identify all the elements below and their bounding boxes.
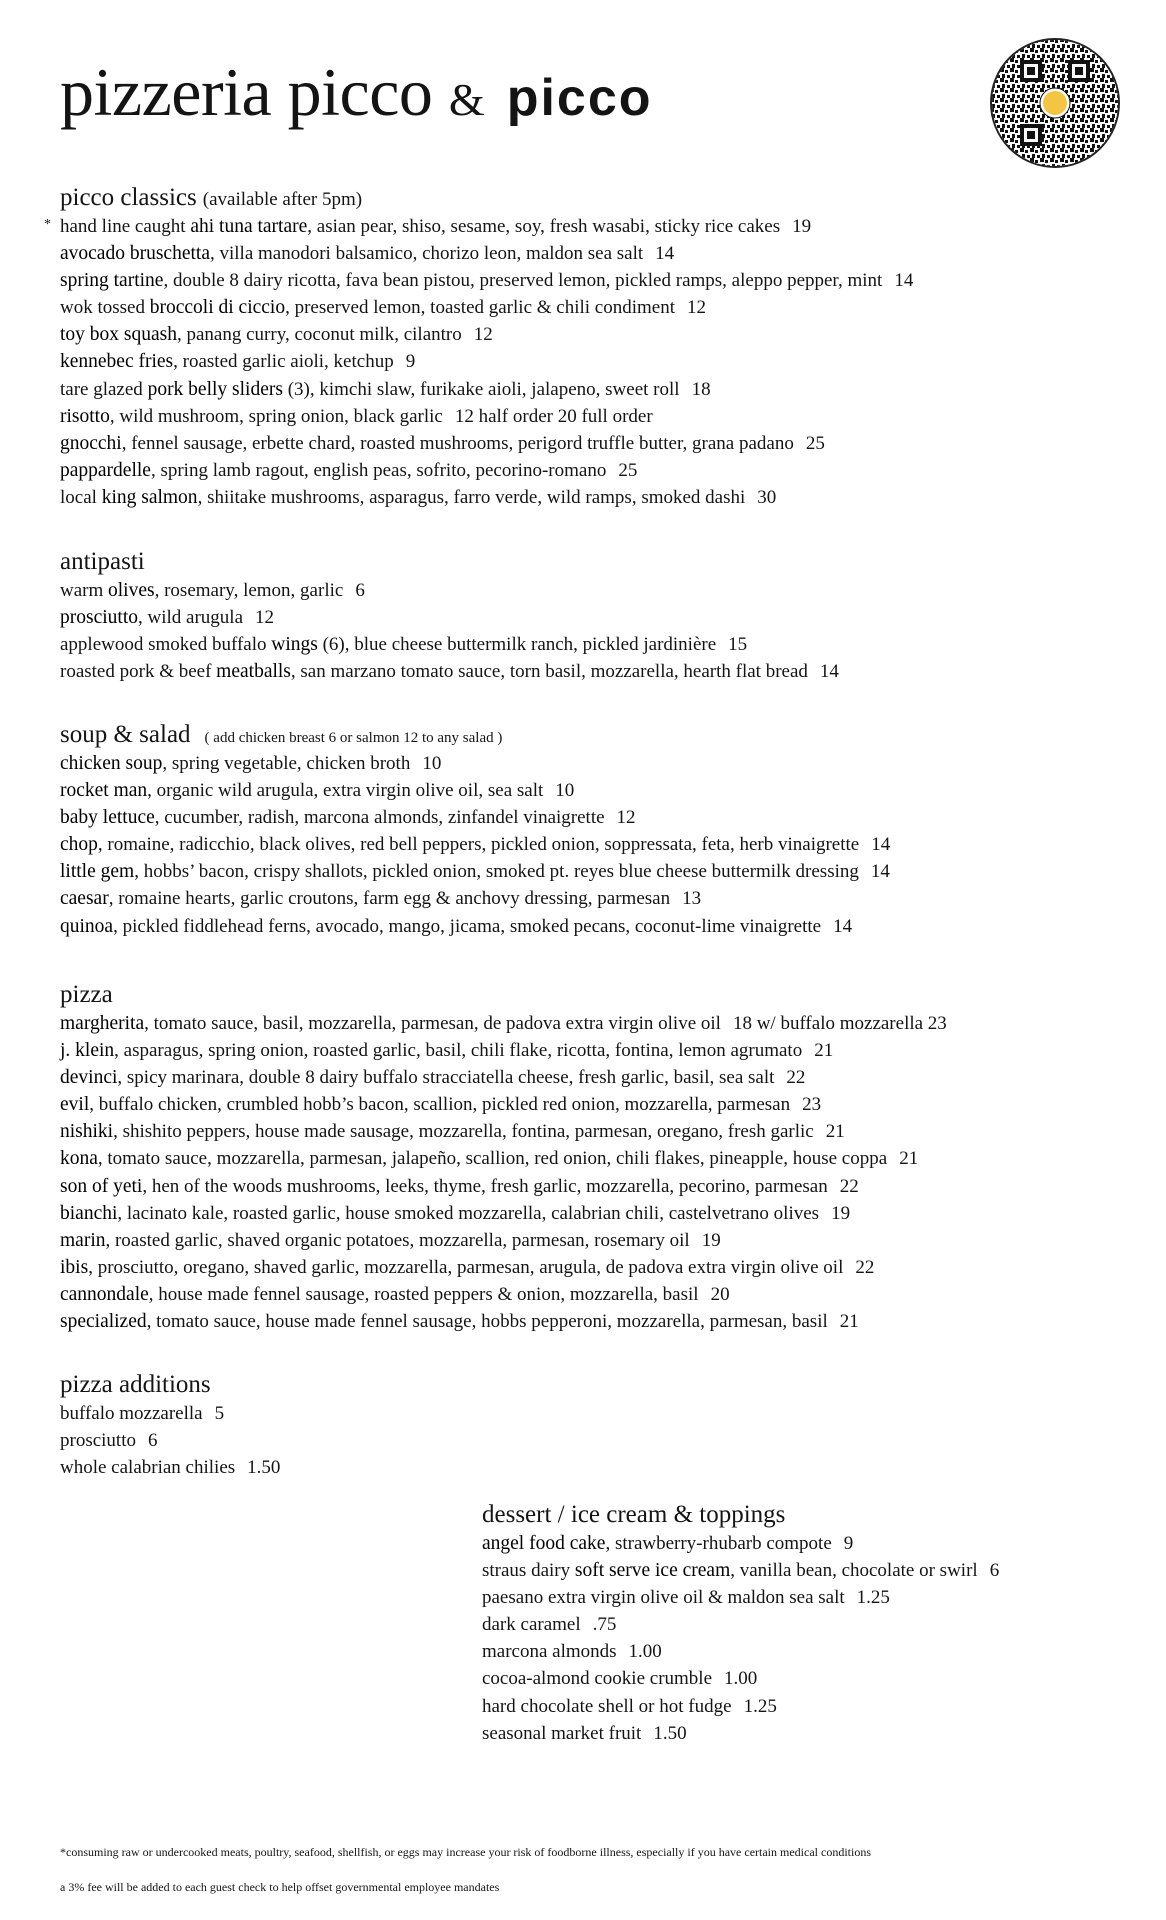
item-description: , villa manodori balsamico, chorizo leon, maldon sea salt (209, 243, 644, 265)
item-name: ibis (60, 1256, 89, 1278)
item-description: , wild mushroom, spring onion, black garlic (109, 405, 443, 427)
item-name: baby lettuce (60, 807, 155, 829)
item-price: 1.00 (628, 1641, 662, 1663)
menu-item (60, 1400, 1146, 1427)
item-prefix: paesano extra virgin olive oil & maldon sea salt (482, 1587, 845, 1609)
item-name: devinci (60, 1067, 118, 1089)
item-description: , spicy marinara, double 8 dairy buffalo stracciatella cheese, fresh garlic, basil, sea salt (117, 1067, 775, 1089)
item-name: evil (60, 1094, 90, 1116)
item-name: chicken soup (60, 753, 163, 774)
section-heading (60, 547, 1146, 577)
item-name: pappardelle (60, 459, 151, 481)
menu-item (60, 1200, 1146, 1227)
picco-logo: picco (506, 69, 653, 127)
item-price: 10 (555, 780, 575, 802)
item-description: , prosciutto, oregano, shaved garlic, mozzarella, parmesan, arugula, de padova extra virgin olive oil (88, 1256, 844, 1278)
item-price: 21 (814, 1040, 834, 1062)
menu-item (60, 403, 1146, 430)
menu-item (60, 321, 1146, 348)
item-price: .75 (592, 1614, 617, 1636)
item-prefix: buffalo mozzarella (60, 1403, 203, 1424)
item-price: 1.50 (653, 1722, 687, 1744)
menu-item (60, 750, 1146, 777)
item-description: , asian pear, shiso, sesame, soy, fresh wasabi, sticky rice cakes (307, 216, 781, 237)
item-description: , tomato sauce, house made fennel sausage, hobbs pepperoni, mozzarella, parmesan, basil (146, 1311, 828, 1333)
item-prefix: hand line caught (60, 216, 191, 237)
item-name: nishiki (60, 1121, 114, 1143)
item-price: 12 (255, 607, 275, 629)
item-price: 19 (701, 1229, 721, 1251)
item-price: 22 (786, 1067, 806, 1089)
item-price: 14 (870, 861, 890, 883)
section-antipasti (60, 547, 1146, 685)
menu-item (60, 1308, 1146, 1335)
item-description: , organic wild arugula, extra virgin olive oil, sea salt (147, 780, 544, 802)
item-name: gnocchi (60, 432, 122, 454)
item-price: 19 (831, 1202, 851, 1224)
section-heading (60, 1370, 1146, 1400)
menu-item (60, 858, 1146, 885)
item-prefix: cocoa-almond cookie crumble (482, 1668, 713, 1690)
item-description: , spring lamb ragout, english peas, sofrito, pecorino-romano (150, 459, 607, 481)
raw-food-warning: *consuming raw or undercooked meats, poultry, seafood, shellfish, or eggs may increase your risk of foodborne illness, especially if you have certain medical conditions (60, 1845, 871, 1859)
item-price: 9 (405, 351, 416, 373)
item-price: 30 (757, 486, 777, 508)
item-description: , tomato sauce, basil, mozzarella, parmesan, de padova extra virgin olive oil (144, 1013, 721, 1034)
menu-item (60, 240, 1146, 267)
menu-item (60, 1010, 1146, 1037)
item-description: , pickled fiddlehead ferns, avocado, mango, jicama, smoked pecans, coconut-lime vinaigrette (113, 915, 822, 937)
menu-item (60, 604, 1146, 631)
menu-item (60, 831, 1146, 858)
item-price: 1.00 (724, 1668, 758, 1690)
item-name: margherita (60, 1013, 145, 1034)
item-name: bianchi (60, 1202, 118, 1224)
item-name: spring tartine (60, 270, 164, 292)
section-pizza-additions (60, 1370, 1146, 1481)
section-heading (60, 980, 1146, 1010)
item-prefix: wok tossed (60, 297, 150, 319)
item-prefix: straus dairy (482, 1560, 575, 1582)
item-price: 18 w/ buffalo mozzarella 23 (732, 1013, 947, 1034)
menu-item (60, 1173, 1146, 1200)
item-price: 6 (148, 1430, 158, 1452)
menu-item (60, 1145, 1146, 1172)
item-price: 18 (691, 378, 711, 400)
section-note: ( add chicken breast 6 or salmon 12 to any salad ) (204, 730, 503, 746)
item-description: , romaine, radicchio, black olives, red bell peppers, pickled onion, soppressata, feta, herb vinaigrette (97, 834, 860, 856)
item-name: wings (271, 634, 318, 656)
menu-item (60, 1427, 1146, 1454)
menu-item (482, 1611, 1146, 1638)
menu-item (60, 913, 1146, 940)
item-name: kennebec fries (60, 351, 174, 373)
item-description: , wild arugula (138, 607, 244, 629)
item-price: 13 (682, 888, 702, 910)
item-description: , rosemary, lemon, garlic (154, 580, 344, 601)
item-prefix: seasonal market fruit (482, 1722, 642, 1744)
menu-item (482, 1693, 1146, 1720)
item-price: 12 (687, 297, 707, 319)
item-price: 19 (792, 216, 812, 237)
item-price: 12 half order 20 full order (454, 405, 653, 427)
item-description: , shiitake mushrooms, asparagus, farro verde, wild ramps, smoked dashi (197, 486, 746, 508)
menu-item (60, 885, 1146, 912)
menu-item (60, 1091, 1146, 1118)
item-prefix: local (60, 486, 102, 508)
menu-item (60, 804, 1146, 831)
item-prefix: marcona almonds (482, 1641, 617, 1663)
item-description: , tomato sauce, mozzarella, parmesan, jalapeño, scallion, red onion, chili flakes, pineapple, house coppa (97, 1148, 888, 1170)
item-price: 9 (843, 1533, 854, 1554)
item-name: angel food cake (482, 1533, 606, 1554)
menu-item (60, 1454, 1146, 1481)
title-main: pizzeria picco (60, 54, 433, 130)
item-description: , house made fennel sausage, roasted peppers & onion, mozzarella, basil (148, 1283, 699, 1305)
title-ampersand: & (448, 74, 485, 125)
section-dessert (482, 1500, 1146, 1747)
item-name: marin (60, 1229, 106, 1251)
section-heading (60, 720, 1146, 750)
menu-item (60, 577, 1146, 604)
restaurant-title (60, 54, 653, 130)
section-title: picco classics (60, 184, 197, 211)
menu-item (60, 376, 1146, 403)
item-prefix: roasted pork & beef (60, 661, 217, 683)
section-title: pizza additions (60, 1371, 211, 1398)
section-heading (60, 183, 1146, 213)
item-name: quinoa (60, 915, 114, 937)
menu-item (60, 267, 1146, 294)
item-description: , double 8 dairy ricotta, fava bean pistou, preserved lemon, pickled ramps, aleppo pepper, mint (163, 270, 883, 292)
item-prefix: applewood smoked buffalo (60, 634, 272, 656)
item-prefix: whole calabrian chilies (60, 1457, 236, 1479)
item-description: , buffalo chicken, crumbled hobb’s bacon, scallion, pickled red onion, mozzarella, parmesan (89, 1094, 791, 1116)
menu-item (60, 1037, 1146, 1064)
item-price: 6 (989, 1560, 1000, 1582)
item-price: 1.25 (856, 1587, 890, 1609)
item-description: , spring vegetable, chicken broth (162, 753, 411, 774)
item-price: 25 (805, 432, 825, 454)
item-prefix: dark caramel (482, 1614, 581, 1636)
item-price: 14 (871, 834, 891, 856)
item-description: , hobbs’ bacon, crispy shallots, pickled onion, smoked pt. reyes blue cheese buttermilk dressing (134, 861, 859, 883)
section-picco-classics (44, 183, 1146, 511)
item-name: soft serve ice cream (574, 1560, 731, 1582)
item-price: 21 (825, 1121, 845, 1143)
item-name: pork belly sliders (147, 378, 283, 400)
item-name: risotto (60, 405, 110, 427)
item-name: little gem (60, 861, 135, 883)
item-price: 14 (819, 661, 839, 683)
menu-item (482, 1557, 1146, 1584)
item-price: 5 (214, 1403, 225, 1424)
item-description: , vanilla bean, chocolate or swirl (730, 1560, 978, 1582)
section-pizza (60, 980, 1146, 1335)
item-description: , fennel sausage, erbette chard, roasted mushrooms, perigord truffle butter, grana padano (121, 432, 794, 454)
item-name: chop (60, 834, 98, 856)
item-price: 15 (728, 634, 748, 656)
section-title: antipasti (60, 548, 145, 575)
item-name: cannondale (60, 1283, 149, 1305)
item-name: meatballs (216, 661, 291, 683)
item-description: (6), blue cheese buttermilk ranch, pickled jardinière (317, 634, 717, 656)
section-title: pizza (60, 981, 113, 1008)
menu-item (482, 1638, 1146, 1665)
item-prefix: prosciutto (60, 1430, 136, 1452)
menu-item (60, 1064, 1146, 1091)
item-price: 21 (899, 1148, 919, 1170)
item-name: toy box squash (60, 324, 177, 346)
item-name: specialized (60, 1311, 147, 1333)
menu-item (60, 484, 1146, 511)
section-note: (available after 5pm) (202, 189, 363, 210)
menu-item (44, 213, 1146, 240)
item-description: , shishito peppers, house made sausage, mozzarella, fontina, parmesan, oregano, fresh garlic (113, 1121, 814, 1143)
item-price: 21 (839, 1311, 859, 1333)
menu-item (60, 1281, 1146, 1308)
item-description: , strawberry-rhubarb compote (605, 1533, 832, 1554)
section-title: dessert / ice cream & toppings (482, 1501, 786, 1528)
menu-item (60, 1227, 1146, 1254)
item-description: , panang curry, coconut milk, cilantro (177, 324, 462, 346)
item-price: 1.25 (743, 1695, 777, 1717)
raw-food-asterisk: * (44, 217, 51, 232)
menu-item (60, 1118, 1146, 1145)
menu-item (482, 1584, 1146, 1611)
item-price: 14 (655, 243, 675, 265)
item-name: avocado bruschetta (60, 243, 210, 265)
item-name: kona (60, 1148, 98, 1170)
item-name: broccoli di ciccio (149, 297, 286, 319)
item-price: 25 (618, 459, 638, 481)
item-description: , san marzano tomato sauce, torn basil, mozzarella, hearth flat bread (290, 661, 808, 683)
item-name: ahi tuna tartare (190, 216, 308, 237)
menu-item (60, 777, 1146, 804)
fee-notice: a 3% fee will be added to each guest check to help offset governmental employee mandates (60, 1880, 500, 1894)
item-prefix: warm (60, 580, 109, 601)
item-price: 20 (710, 1283, 730, 1305)
item-description: , cucumber, radish, marcona almonds, zinfandel vinaigrette (154, 807, 605, 829)
section-title: soup & salad (60, 721, 191, 748)
item-description: , preserved lemon, toasted garlic & chili condiment (285, 297, 676, 319)
item-name: king salmon (101, 486, 198, 508)
item-price: 14 (894, 270, 914, 292)
item-description: , romaine hearts, garlic croutons, farm egg & anchovy dressing, parmesan (108, 888, 671, 910)
item-price: 22 (855, 1256, 875, 1278)
menu-item (482, 1530, 1146, 1557)
item-price: 1.50 (247, 1457, 281, 1479)
item-price: 22 (839, 1175, 859, 1197)
item-name: rocket man (60, 780, 148, 802)
item-name: olives (108, 580, 155, 601)
menu-item (60, 348, 1146, 375)
qr-code-icon[interactable] (990, 38, 1120, 168)
item-description: (3), kimchi slaw, furikake aioli, jalapeno, sweet roll (282, 378, 680, 400)
item-name: j. klein (60, 1040, 115, 1062)
menu-item (60, 457, 1146, 484)
menu-item (60, 658, 1146, 685)
item-price: 12 (616, 807, 636, 829)
item-prefix: hard chocolate shell or hot fudge (482, 1695, 732, 1717)
item-description: , hen of the woods mushrooms, leeks, thyme, fresh garlic, mozzarella, pecorino, parmesan (142, 1175, 828, 1197)
section-soup-salad (60, 720, 1146, 940)
item-price: 10 (422, 753, 442, 774)
item-description: , roasted garlic aioli, ketchup (173, 351, 394, 373)
item-name: prosciutto (60, 607, 138, 629)
item-price: 6 (355, 580, 365, 601)
section-heading (482, 1500, 1146, 1530)
item-price: 12 (473, 324, 493, 346)
menu-item (482, 1665, 1146, 1692)
item-description: , roasted garlic, shaved organic potatoes, mozzarella, parmesan, rosemary oil (105, 1229, 690, 1251)
item-price: 14 (833, 915, 853, 937)
item-name: caesar (60, 888, 109, 910)
item-description: , asparagus, spring onion, roasted garlic, basil, chili flake, ricotta, fontina, lemon agrumato (114, 1040, 803, 1062)
menu-item (60, 430, 1146, 457)
menu-item (60, 294, 1146, 321)
item-prefix: tare glazed (60, 378, 148, 400)
menu-item (482, 1720, 1146, 1747)
item-description: , lacinato kale, roasted garlic, house smoked mozzarella, calabrian chili, castelvetrano olives (117, 1202, 820, 1224)
item-name: son of yeti (60, 1175, 143, 1197)
item-price: 23 (802, 1094, 822, 1116)
menu-item (60, 631, 1146, 658)
menu-item (60, 1254, 1146, 1281)
